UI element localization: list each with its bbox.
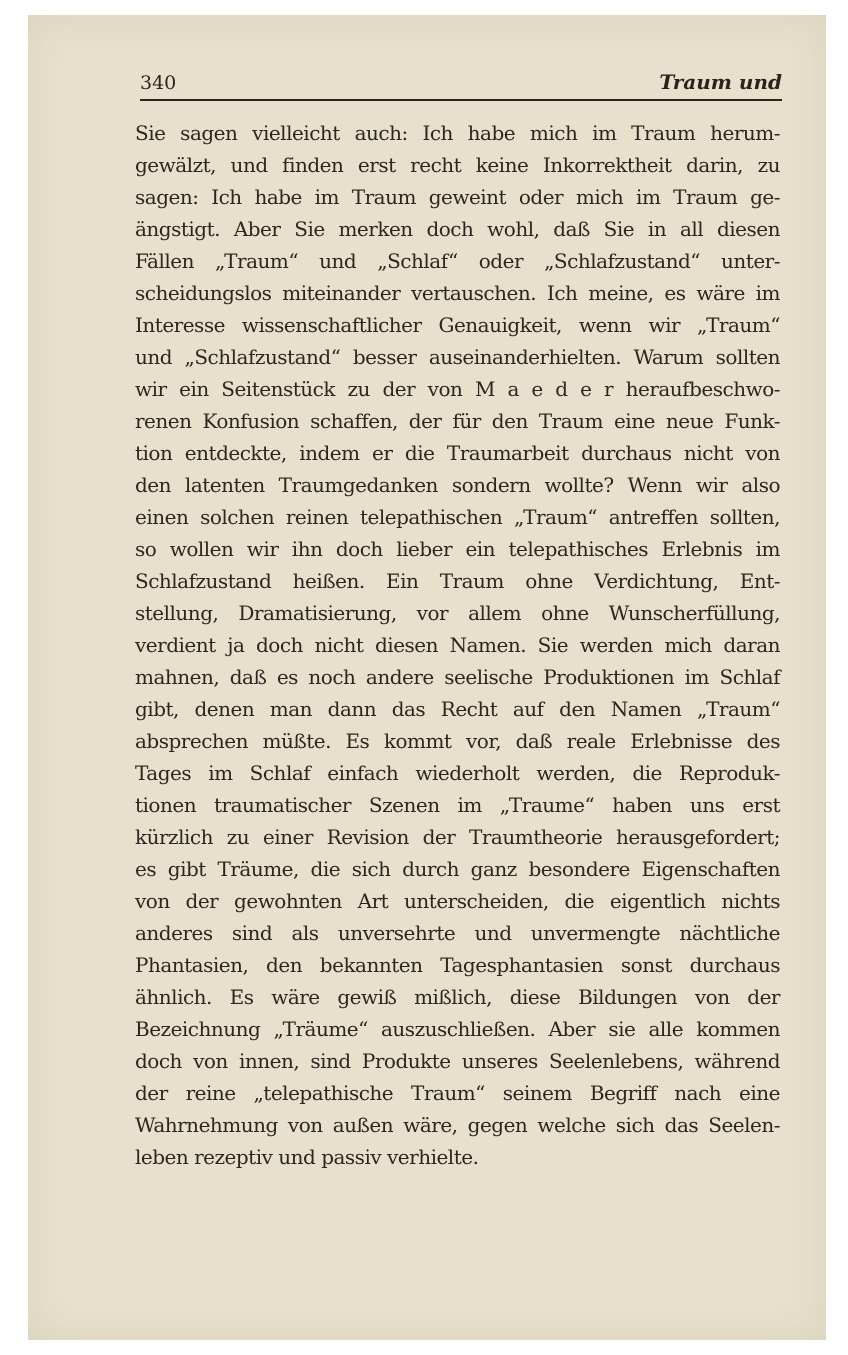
text-line: Schlafzustand heißen. Ein Traum ohne Verdichtung, Ent- [135, 569, 780, 593]
text-line: Sie sagen vielleicht auch: Ich habe mich im Traum herum- [135, 121, 780, 145]
page-header [140, 70, 782, 98]
text-line: renen Konfusion schaffen, der für den Traum eine neue Funk- [135, 409, 780, 433]
body-text [135, 117, 780, 1173]
text-line: von der gewohnten Art unterscheiden, die eigentlich nichts [135, 889, 780, 913]
text-line: gibt, denen man dann das Recht auf den Namen „Traum“ [135, 697, 780, 721]
text-line: tionen traumatischer Szenen im „Traume“ haben uns erst [135, 793, 780, 817]
text-line: der reine „telepathische Traum“ seinem Begriff nach eine [135, 1081, 780, 1105]
running-head: Traum und [659, 70, 782, 94]
text-line: Bezeichnung „Träume“ auszuschließen. Aber sie alle kommen [135, 1017, 780, 1041]
text-line: es gibt Träume, die sich durch ganz besondere Eigenschaften [135, 857, 780, 881]
text-line: den latenten Traumgedanken sondern wollte? Wenn wir also [135, 473, 780, 497]
text-line: Wahrnehmung von außen wäre, gegen welche sich das Seelen- [135, 1113, 780, 1137]
text-line: absprechen müßte. Es kommt vor, daß reale Erlebnisse des [135, 729, 780, 753]
text-line: Interesse wissenschaftlicher Genauigkeit, wenn wir „Traum“ [135, 313, 780, 337]
text-line: kürzlich zu einer Revision der Traumtheorie herausgefordert; [135, 825, 780, 849]
text-line: ängstigt. Aber Sie merken doch wohl, daß Sie in all diesen [135, 217, 780, 241]
text-line: sagen: Ich habe im Traum geweint oder mich im Traum ge- [135, 185, 780, 209]
text-line: doch von innen, sind Produkte unseres Seelenlebens, während [135, 1049, 780, 1073]
text-line: ähnlich. Es wäre gewiß mißlich, diese Bildungen von der [135, 985, 780, 1009]
text-line: einen solchen reinen telepathischen „Traum“ antreffen sollten, [135, 505, 780, 529]
text-line: stellung, Dramatisierung, vor allem ohne Wunscherfüllung, [135, 601, 780, 625]
text-line: Tages im Schlaf einfach wiederholt werden, die Reproduk- [135, 761, 780, 785]
text-line: gewälzt, und finden erst recht keine Inkorrektheit darin, zu [135, 153, 780, 177]
page-number: 340 [140, 72, 177, 94]
text-line: wir ein Seitenstück zu der von M a e d e r heraufbeschwo- [135, 377, 780, 401]
header-rule [140, 99, 782, 101]
text-line: scheidungslos miteinander vertauschen. Ich meine, es wäre im [135, 281, 780, 305]
text-line: Phantasien, den bekannten Tagesphantasien sonst durchaus [135, 953, 780, 977]
text-line: mahnen, daß es noch andere seelische Produktionen im Schlaf [135, 665, 780, 689]
text-line: tion entdeckte, indem er die Traumarbeit durchaus nicht von [135, 441, 780, 465]
text-line: anderes sind als unversehrte und unvermengte nächtliche [135, 921, 780, 945]
text-line: leben rezeptiv und passiv verhielte. [135, 1145, 479, 1169]
text-line: Fällen „Traum“ und „Schlaf“ oder „Schlafzustand“ unter- [135, 249, 780, 273]
text-line: und „Schlafzustand“ besser auseinanderhielten. Warum sollten [135, 345, 780, 369]
text-line: verdient ja doch nicht diesen Namen. Sie werden mich daran [135, 633, 780, 657]
text-line: so wollen wir ihn doch lieber ein telepathisches Erlebnis im [135, 537, 780, 561]
